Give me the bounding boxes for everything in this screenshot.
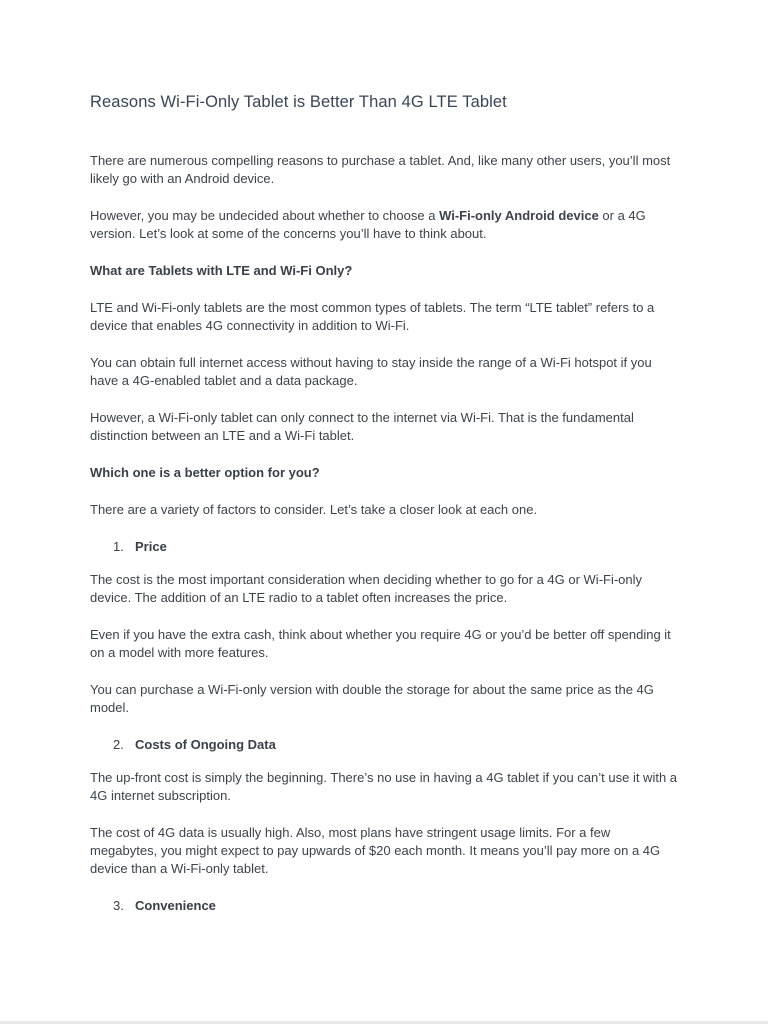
section-heading-better-option: Which one is a better option for you?: [90, 465, 320, 480]
intro-paragraph-2-end: or a 4G version. Let’s look at some of the concerns you’ll have to think about.: [90, 208, 646, 241]
section-2-paragraph-1: There are a variety of factors to consider. Let’s take a closer look at each one.: [90, 502, 538, 517]
section-1-paragraph-3: However, a Wi-Fi-only tablet can only connect to the internet via Wi-Fi. That is the fundamental distinction between an LTE and a Wi-Fi tablet.: [90, 410, 634, 443]
list-label: Convenience: [135, 898, 216, 913]
section-1-paragraph-1: LTE and Wi-Fi-only tablets are the most common types of tablets. The term “LTE tablet” refers to a device that enables 4G connectivity in addition to Wi-Fi.: [90, 300, 655, 333]
data-paragraph-2: The cost of 4G data is usually high. Also, most plans have stringent usage limits. For a few megabytes, you might expect to pay upwards of $20 each month. It means you’ll pay more on a 4G device than a Wi-Fi-only tablet.: [90, 825, 661, 876]
document-title: Reasons Wi-Fi-Only Tablet is Better Than 4G LTE Tablet: [90, 93, 507, 111]
intro-paragraph-2: [90, 207, 680, 243]
list-number: 3.: [113, 898, 124, 913]
price-paragraph-1: The cost is the most important consideration when deciding whether to go for a 4G or Wi-Fi-only device. The addition of an LTE radio to a tablet often increases the price.: [90, 572, 643, 605]
list-number: 2.: [113, 737, 124, 752]
data-paragraph-1: The up-front cost is simply the beginning. There’s no use in having a 4G tablet if you can’t use it with a 4G internet subscription.: [90, 770, 678, 803]
intro-paragraph-2-bold: Wi-Fi-only Android device: [439, 208, 599, 223]
list-item-convenience: [90, 897, 680, 915]
document-content: [90, 90, 680, 932]
price-paragraph-3: You can purchase a Wi-Fi-only version with double the storage for about the same price as the 4G model.: [90, 682, 654, 715]
list-label: Costs of Ongoing Data: [135, 737, 276, 752]
list-item-data-costs: [90, 736, 680, 754]
list-label: Price: [135, 539, 167, 554]
list-number: 1.: [113, 539, 124, 554]
list-item-price: [90, 538, 680, 556]
section-heading-tablets: What are Tablets with LTE and Wi-Fi Only?: [90, 263, 353, 278]
intro-paragraph-2-start: However, you may be undecided about whether to choose a: [90, 208, 440, 223]
intro-paragraph-1: There are numerous compelling reasons to purchase a tablet. And, like many other users, you’ll most likely go with an Android device.: [90, 153, 671, 186]
price-paragraph-2: Even if you have the extra cash, think about whether you require 4G or you’d be better off spending it on a model with more features.: [90, 627, 671, 660]
section-1-paragraph-2: You can obtain full internet access without having to stay inside the range of a Wi-Fi hotspot if you have a 4G-enabled tablet and a data package.: [90, 355, 652, 388]
